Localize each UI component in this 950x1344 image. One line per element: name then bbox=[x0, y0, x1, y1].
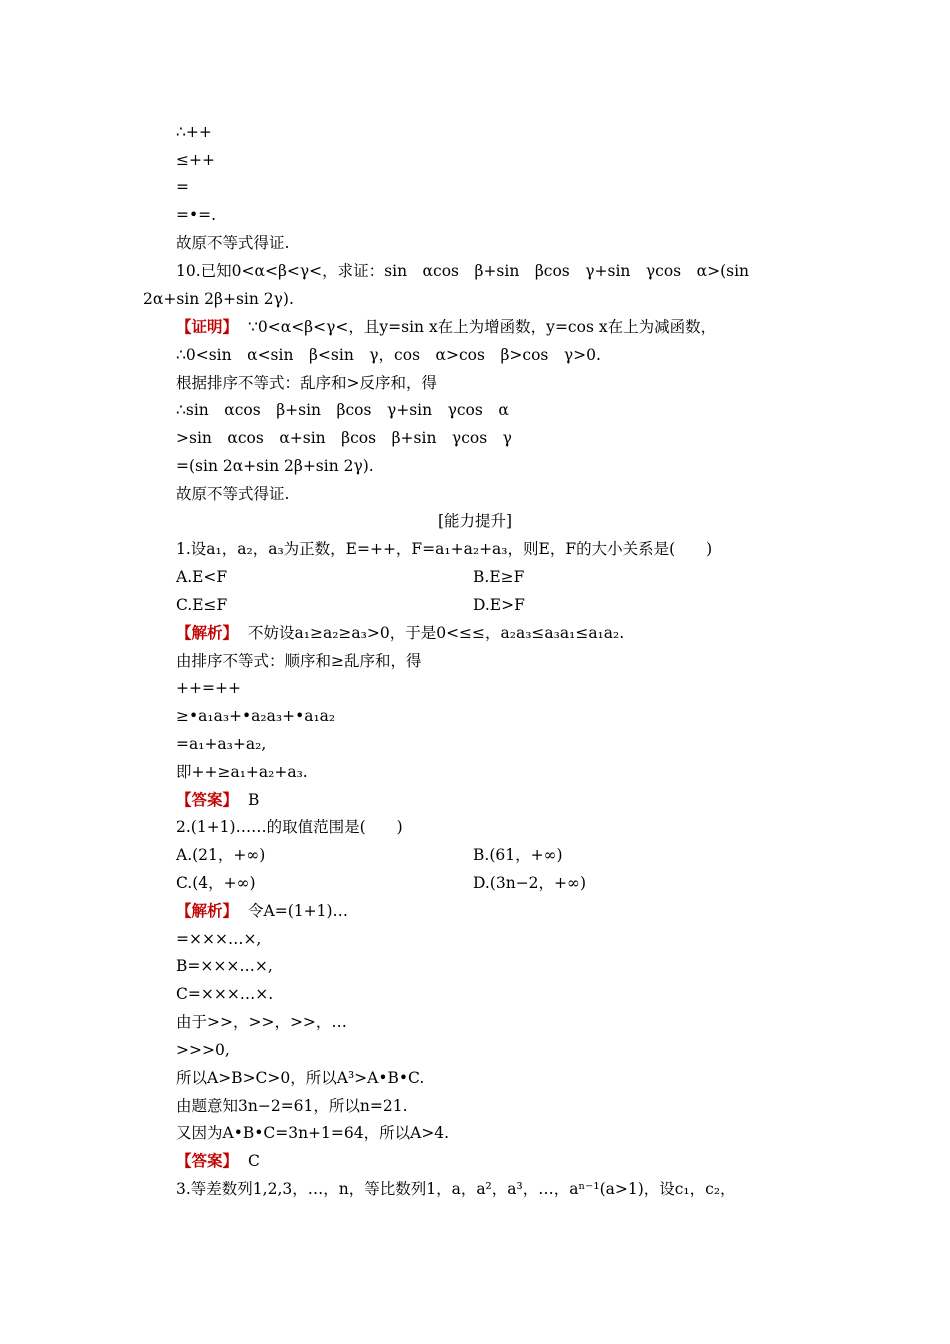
text-line: 由排序不等式：顺序和≥乱序和，得 bbox=[176, 652, 422, 670]
option-c: C.(4，+∞) bbox=[176, 874, 256, 892]
text-line: = bbox=[176, 178, 189, 196]
question-2-stem: 2.(1+1)……的取值范围是( ) bbox=[176, 818, 403, 836]
text-line: >sin αcos α+sin βcos β+sin γcos γ bbox=[176, 429, 512, 447]
section-title: [能力提升] bbox=[437, 512, 513, 530]
text-line: ≥•a₁a₃+•a₂a₃+•a₁a₂ bbox=[176, 707, 336, 725]
analysis-tag: 【解析】 bbox=[176, 623, 239, 642]
text-line: 所以A>B>C>0，所以A³>A•B•C. bbox=[176, 1069, 425, 1087]
option-d: D.E>F bbox=[473, 596, 525, 614]
text-line: =×××…×, bbox=[176, 930, 262, 948]
text-line: 又因为A•B•C=3n+1=64，所以A>4. bbox=[176, 1124, 450, 1142]
answer-value: B bbox=[248, 791, 260, 809]
text: ∵0<α<β<γ<，且y=sin x在上为增函数，y=cos x在上为减函数， bbox=[248, 318, 717, 336]
analysis-line bbox=[176, 623, 624, 643]
question-10-stem-cont: 2α+sin 2β+sin 2γ). bbox=[143, 290, 294, 308]
analysis-tag: 【解析】 bbox=[176, 901, 239, 920]
answer-value: C bbox=[248, 1152, 260, 1170]
text-line: >>>0, bbox=[176, 1041, 230, 1059]
answer-tag: 【答案】 bbox=[176, 790, 239, 809]
text-line: 由题意知3n−2=61，所以n=21. bbox=[176, 1097, 408, 1115]
answer-line bbox=[176, 790, 259, 810]
answer-tag: 【答案】 bbox=[176, 1151, 239, 1170]
text: 不妨设a₁≥a₂≥a₃>0，于是0<≤≤，a₂a₃≤a₃a₁≤a₁a₂. bbox=[248, 624, 625, 642]
option-a: A.E<F bbox=[176, 568, 228, 586]
text-line: =(sin 2α+sin 2β+sin 2γ). bbox=[176, 457, 374, 475]
text-line: ∴sin αcos β+sin βcos γ+sin γcos α bbox=[176, 401, 509, 419]
text-line: C=×××…×. bbox=[176, 985, 274, 1003]
text-line: ∴++ bbox=[176, 123, 212, 141]
option-c: C.E≤F bbox=[176, 596, 228, 614]
text-line: =a₁+a₃+a₂, bbox=[176, 735, 267, 753]
text-line: 故原不等式得证. bbox=[176, 234, 290, 252]
text-line: 即++≥a₁+a₂+a₃. bbox=[176, 763, 308, 781]
analysis-line bbox=[176, 901, 348, 921]
text-line: ∴0<sin α<sin β<sin γ，cos α>cos β>cos γ>0. bbox=[176, 346, 601, 364]
option-b: B.E≥F bbox=[473, 568, 525, 586]
question-1-stem: 1.设a₁，a₂，a₃为正数，E=++，F=a₁+a₂+a₃，则E，F的大小关系是( ) bbox=[176, 540, 713, 558]
text: 令A=(1+1)… bbox=[248, 902, 349, 920]
answer-line bbox=[176, 1151, 260, 1171]
question-3-stem: 3.等差数列1,2,3，…，n，等比数列1，a，a²，a³，…，aⁿ⁻¹(a>1)，设c₁，c₂， bbox=[176, 1180, 736, 1198]
option-d: D.(3n−2，+∞) bbox=[473, 874, 586, 892]
question-10-stem: 10.已知0<α<β<γ<，求证：sin αcos β+sin βcos γ+sin γcos α>(sin bbox=[176, 262, 750, 280]
text-line: ≤++ bbox=[176, 151, 215, 169]
text-line: 由于>>，>>，>>，… bbox=[176, 1013, 347, 1031]
text-line: ++=++ bbox=[176, 679, 241, 697]
proof-line bbox=[176, 317, 716, 337]
option-a: A.(21，+∞) bbox=[176, 846, 266, 864]
text-line: B=×××…×, bbox=[176, 957, 273, 975]
proof-tag: 【证明】 bbox=[176, 317, 239, 336]
option-b: B.(61，+∞) bbox=[473, 846, 563, 864]
text-line: 故原不等式得证. bbox=[176, 485, 290, 503]
text-line: 根据排序不等式：乱序和>反序和，得 bbox=[176, 374, 437, 392]
text-line: =•=. bbox=[176, 206, 217, 224]
